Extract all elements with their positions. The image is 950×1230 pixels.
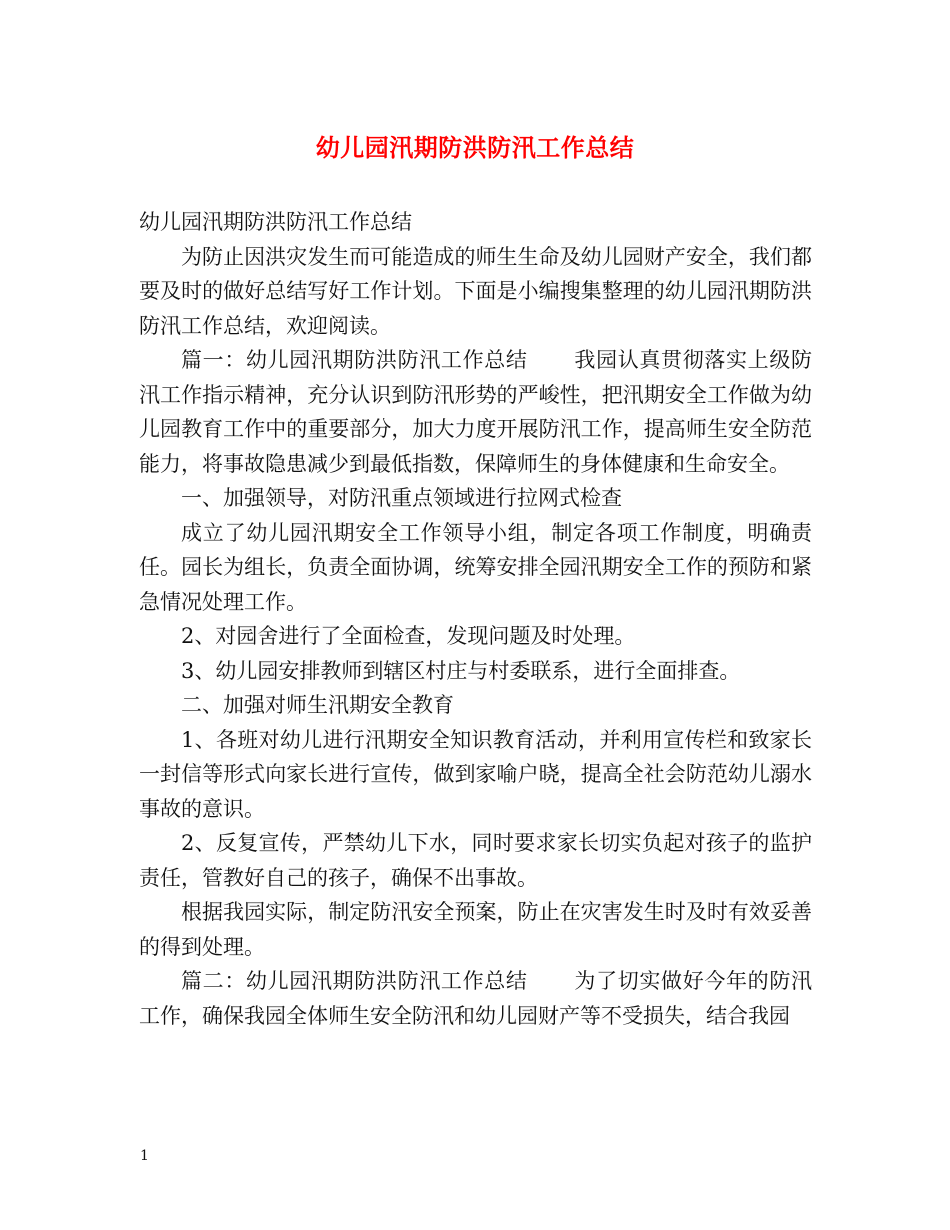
paragraph-item-2: 2、对园舍进行了全面检查，发现问题及时处理。 <box>181 624 636 648</box>
document-title: 幼儿园汛期防洪防汛工作总结 <box>315 133 635 162</box>
document-body <box>139 205 812 1033</box>
document-subtitle: 幼儿园汛期防洪防汛工作总结 <box>139 210 412 234</box>
paragraph-item-3: 3、幼儿园安排教师到辖区村庄与村委联系，进行全面排查。 <box>181 658 741 683</box>
part-one-text: 我园认真贯彻落实上级防汛工作指示精神，充分认识到防汛形势的严峻性，把汛期安全工作做为幼儿园教育工作中的重要部分，加大力度开展防汛工作，提高师生安全防范能力，将事故隐患减少到最低指数，保障师生的身体健康和生命安全。 <box>139 348 813 476</box>
page-number: 1 <box>140 1148 149 1164</box>
paragraph-intro: 为防止因洪灾发生而可能造成的师生生命及幼儿园财产安全，我们都要及时的做好总结写好工作计划。下面是小编搜集整理的幼儿园汛期防洪防汛工作总结，欢迎阅读。 <box>139 244 812 338</box>
section-heading-1: 一、加强领导，对防汛重点领域进行拉网式检查 <box>181 486 622 510</box>
part-two-heading: 篇二：幼儿园汛期防洪防汛工作总结 <box>181 969 528 993</box>
part-one-heading: 篇一：幼儿园汛期防洪防汛工作总结 <box>181 348 528 372</box>
paragraph-leadership: 成立了幼儿园汛期安全工作领导小组，制定各项工作制度，明确责任。园长为组长，负责全面协调，统筹安排全园汛期安全工作的预防和紧急情况处理工作。 <box>139 520 812 614</box>
paragraph-education-2: 2、反复宣传，严禁幼儿下水，同时要求家长切实负起对孩子的监护责任，管教好自己的孩子，确保不出事故。 <box>139 831 812 890</box>
section-heading-2: 二、加强对师生汛期安全教育 <box>181 693 454 717</box>
paragraph-plan: 根据我园实际，制定防汛安全预案，防止在灾害发生时及时有效妥善的得到处理。 <box>139 900 812 959</box>
paragraph-education-1: 1、各班对幼儿进行汛期安全知识教育活动，并利用宣传栏和致家长一封信等形式向家长进行宣传，做到家喻户晓，提高全社会防范幼儿溺水事故的意识。 <box>139 727 812 821</box>
part-two-text: 为了切实做好今年的防汛工作，确保我园全体师生安全防汛和幼儿园财产等不受损失，结合我园 <box>139 969 813 1028</box>
paragraph-part-two <box>139 964 812 1033</box>
paragraph-part-one <box>139 343 812 481</box>
